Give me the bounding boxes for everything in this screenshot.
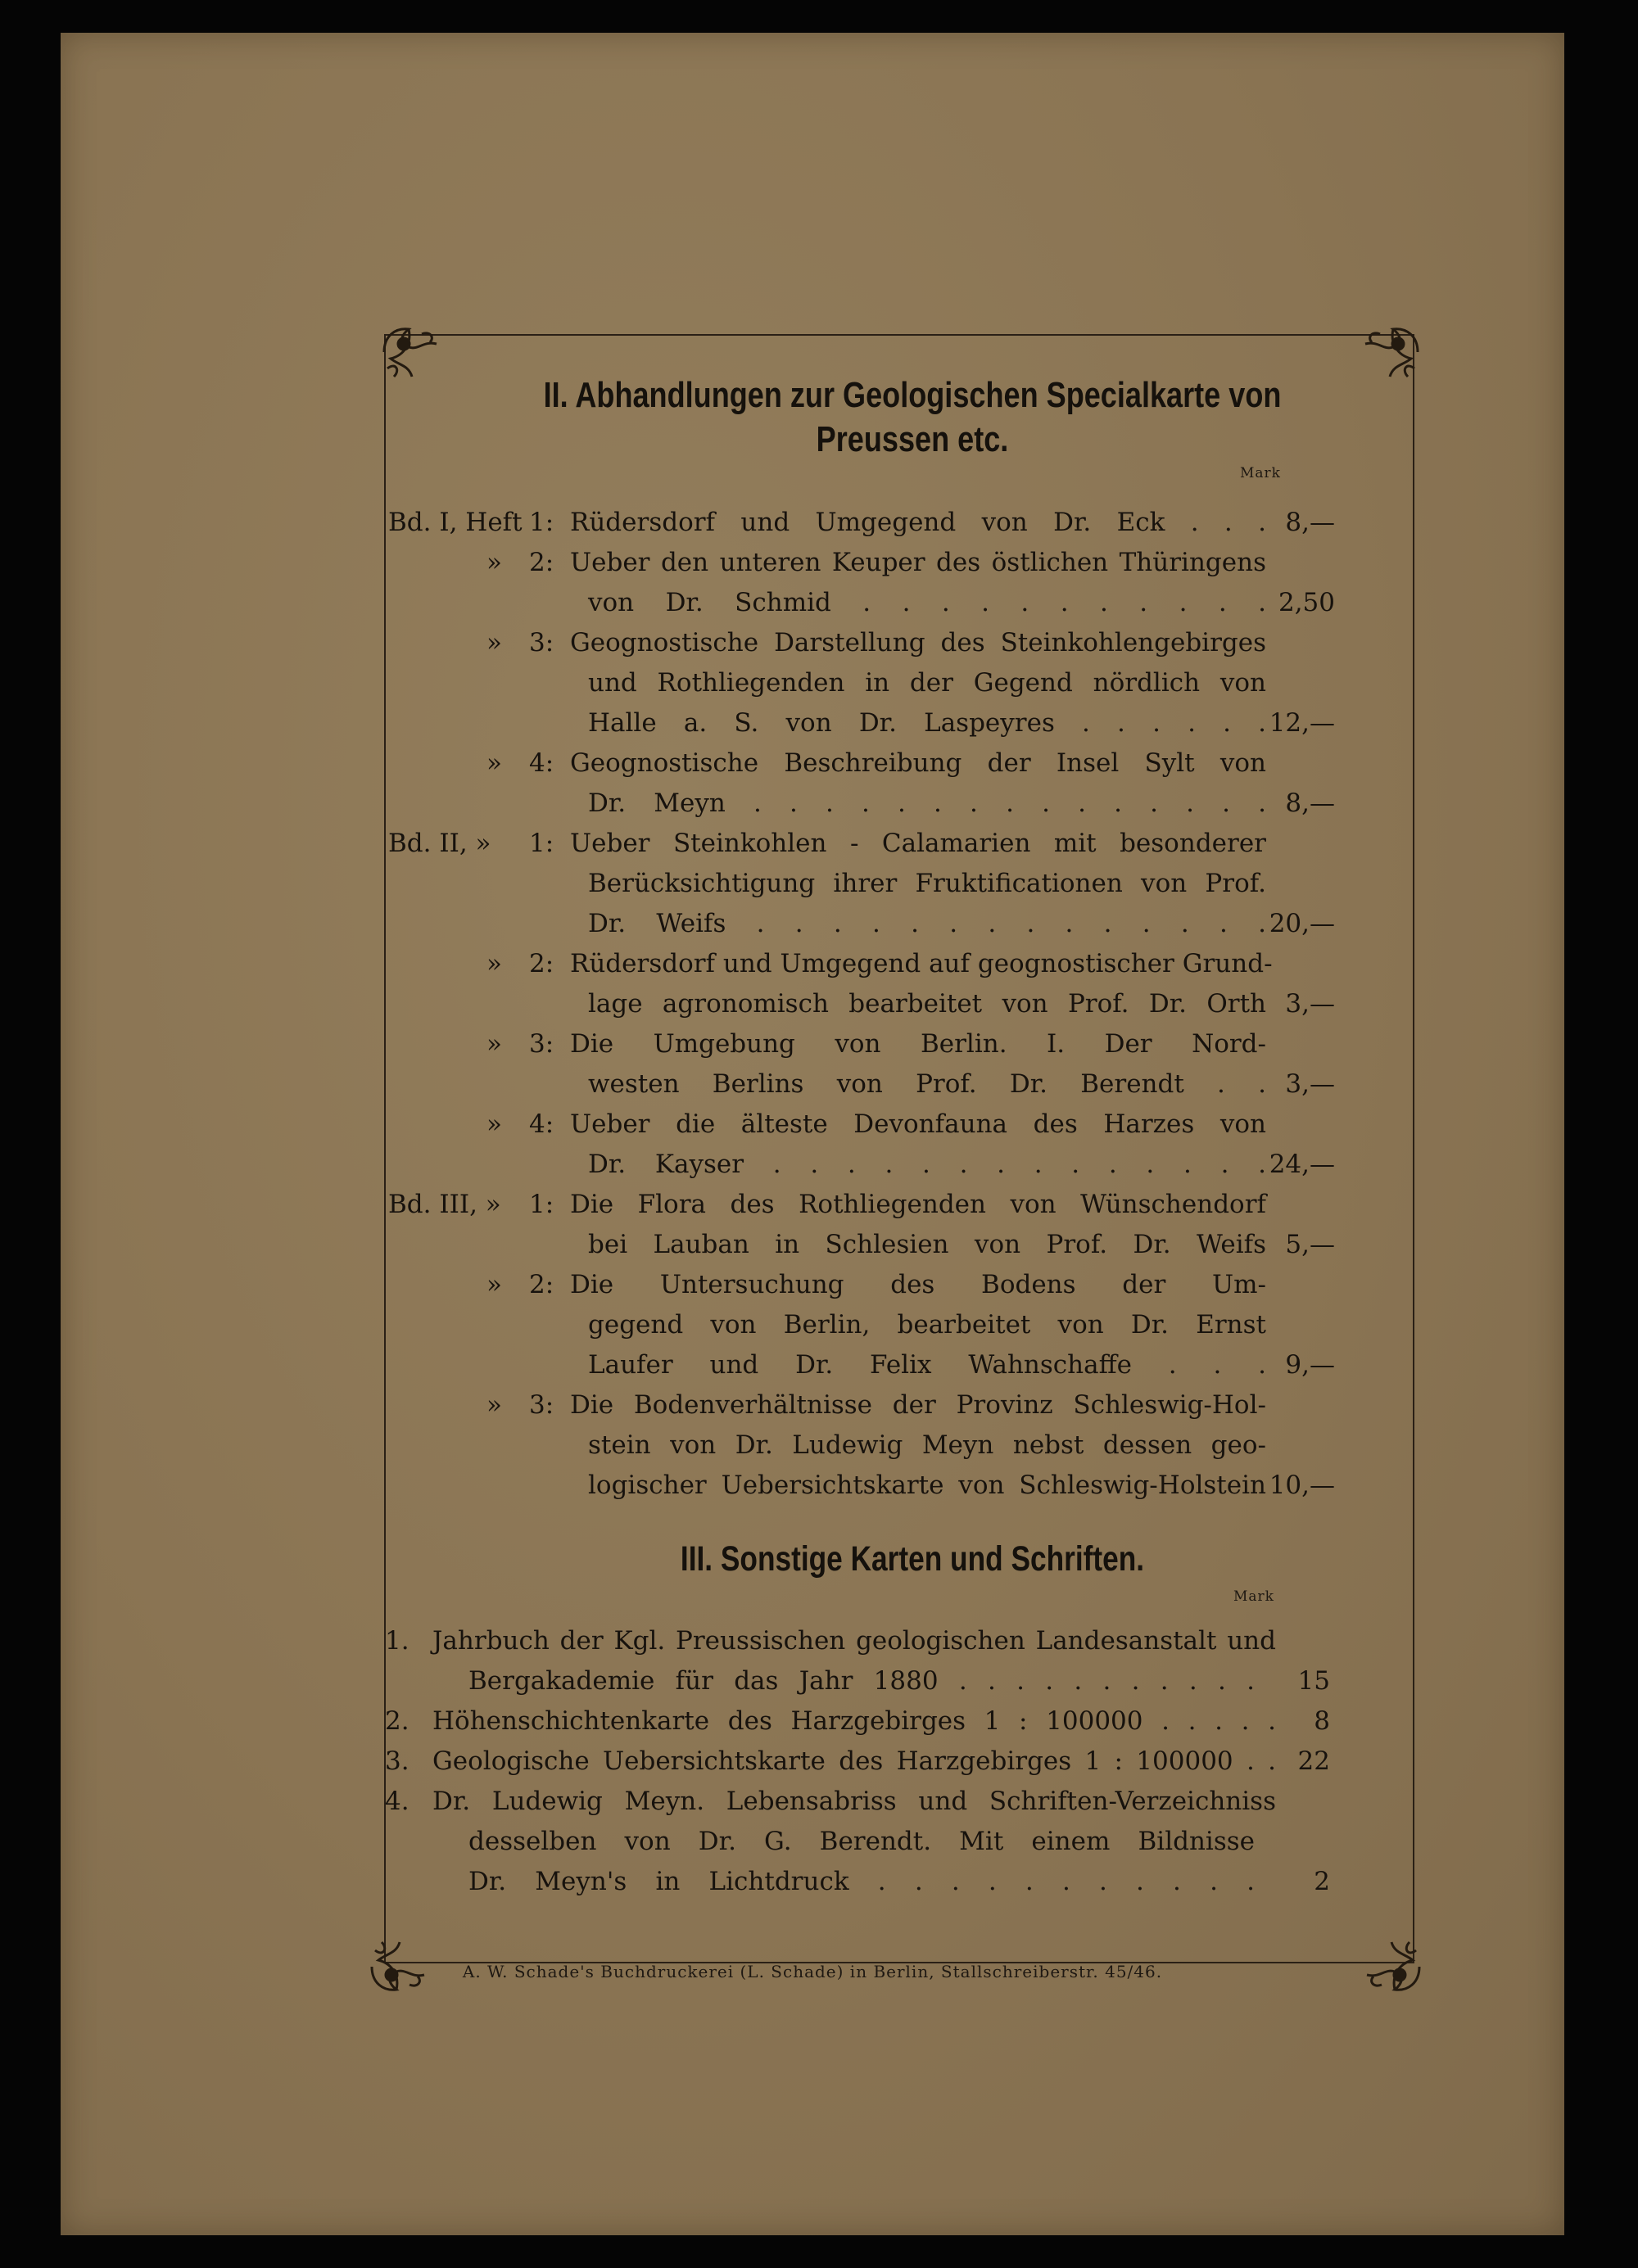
- entry-text-line: Laufer und Dr. Felix Wahnschaffe . . .: [588, 1350, 1266, 1380]
- entry-text-line: Ueber den unteren Keuper des östlichen Thüringens: [570, 548, 1266, 577]
- section-3-mark-label: Mark: [1233, 1588, 1274, 1605]
- entry-text-line: Dr. Meyn . . . . . . . . . . . . . . .: [588, 788, 1266, 818]
- price-value: 8: [1314, 1706, 1330, 1736]
- heft-number: 1:: [529, 1190, 554, 1219]
- entry-text-line: Die Untersuchung des Bodens der Um-: [570, 1270, 1266, 1299]
- entry-text-line: Berücksichtigung ihrer Fruktificationen von Prof.: [588, 869, 1266, 898]
- volume-label: »: [486, 628, 502, 657]
- item-text-line: Bergakademie für das Jahr 1880 . . . . . . . . . . .: [468, 1666, 1255, 1696]
- item-text-line: desselben von Dr. G. Berendt. Mit einem Bildnisse: [468, 1827, 1255, 1856]
- price-value: 2: [1314, 1867, 1330, 1896]
- entry-text-line: Die Umgebung von Berlin. I. Der Nord-: [570, 1029, 1266, 1059]
- item-number: 4.: [385, 1787, 410, 1816]
- back-cover-page: [61, 33, 1564, 2235]
- price-value: 3,—: [1285, 989, 1335, 1019]
- section-2-title-line-2: Preussen etc.: [816, 419, 1009, 459]
- entry-text-line: Halle a. S. von Dr. Laspeyres . . . . . .: [588, 708, 1266, 738]
- entry-text-line: gegend von Berlin, bearbeitet von Dr. Ernst: [588, 1310, 1266, 1340]
- price-value: 5,—: [1285, 1230, 1335, 1259]
- entry-text-line: Rüdersdorf und Umgegend auf geognostischer Grund-: [570, 949, 1273, 978]
- entry-text-line: Geognostische Beschreibung der Insel Sylt von: [570, 748, 1266, 778]
- corner-ornament-icon: [1357, 319, 1426, 388]
- corner-ornament-icon: [376, 319, 445, 388]
- price-value: 20,—: [1269, 909, 1335, 938]
- entry-text-line: lage agronomisch bearbeitet von Prof. Dr. Orth: [588, 989, 1266, 1019]
- item-number: 2.: [385, 1706, 410, 1736]
- volume-label: Bd. III, »: [388, 1190, 501, 1219]
- price-value: 22: [1297, 1746, 1330, 1776]
- printer-imprint: A. W. Schade's Buchdruckerei (L. Schade) in Berlin, Stallschreiberstr. 45/46.: [462, 1962, 1163, 1981]
- price-value: 3,—: [1285, 1069, 1335, 1099]
- price-value: 2,50: [1278, 588, 1335, 617]
- heft-number: 3:: [529, 628, 554, 657]
- section-2-title-line-1: II. Abhandlungen zur Geologischen Specialkarte von: [543, 375, 1282, 415]
- entry-text-line: und Rothliegenden in der Gegend nördlich von: [588, 668, 1266, 698]
- price-value: 8,—: [1285, 508, 1335, 537]
- entry-text-line: Geognostische Darstellung des Steinkohlengebirges: [570, 628, 1266, 657]
- heft-number: 3:: [529, 1390, 554, 1420]
- entry-text-line: Ueber die älteste Devonfauna des Harzes von: [570, 1109, 1266, 1139]
- price-value: 8,—: [1285, 788, 1335, 818]
- section-2-mark-label: Mark: [1240, 465, 1281, 481]
- price-value: 15: [1297, 1666, 1330, 1696]
- item-number: 3.: [385, 1746, 410, 1776]
- heft-number: 4:: [529, 748, 554, 778]
- section-3-title: III. Sonstige Karten und Schriften.: [680, 1539, 1145, 1579]
- entry-text-line: stein von Dr. Ludewig Meyn nebst dessen geo-: [588, 1430, 1266, 1460]
- item-text-line: Dr. Meyn's in Lichtdruck . . . . . . . . . . .: [468, 1867, 1255, 1896]
- volume-label: Bd. I, Heft: [388, 508, 523, 537]
- entry-text-line: Die Flora des Rothliegenden von Wünschendorf: [570, 1190, 1266, 1219]
- volume-label: »: [486, 949, 502, 978]
- heft-number: 1:: [529, 508, 554, 537]
- price-value: 9,—: [1285, 1350, 1335, 1380]
- entry-text-line: westen Berlins von Prof. Dr. Berendt . .: [588, 1069, 1266, 1099]
- heft-number: 2:: [529, 949, 554, 978]
- volume-label: »: [486, 1270, 502, 1299]
- heft-number: 1:: [529, 829, 554, 858]
- volume-label: »: [486, 1390, 502, 1420]
- entry-text-line: Rüdersdorf und Umgegend von Dr. Eck . . .: [570, 508, 1266, 537]
- volume-label: »: [486, 1109, 502, 1139]
- volume-label: »: [486, 748, 502, 778]
- item-text-line: Dr. Ludewig Meyn. Lebensabriss und Schriften-Verzeichniss: [432, 1787, 1276, 1816]
- entry-text-line: Dr. Weifs . . . . . . . . . . . . . .: [588, 909, 1266, 938]
- entry-text-line: von Dr. Schmid . . . . . . . . . . .: [588, 588, 1266, 617]
- price-value: 12,—: [1269, 708, 1335, 738]
- heft-number: 2:: [529, 1270, 554, 1299]
- item-text-line: Jahrbuch der Kgl. Preussischen geologischen Landesanstalt und: [432, 1626, 1276, 1656]
- price-value: 10,—: [1269, 1471, 1335, 1500]
- heft-number: 3:: [529, 1029, 554, 1059]
- heft-number: 4:: [529, 1109, 554, 1139]
- item-text-line: Höhenschichtenkarte des Harzgebirges 1 : 100000 . . . . .: [432, 1706, 1276, 1736]
- entry-text-line: Die Bodenverhältnisse der Provinz Schleswig-Hol-: [570, 1390, 1266, 1420]
- volume-label: »: [486, 1029, 502, 1059]
- entry-text-line: Dr. Kayser . . . . . . . . . . . . . .: [588, 1150, 1266, 1179]
- item-number: 1.: [385, 1626, 410, 1656]
- entry-text-line: bei Lauban in Schlesien von Prof. Dr. Weifs: [588, 1230, 1266, 1259]
- item-text-line: Geologische Uebersichtskarte des Harzgebirges 1 : 100000 . .: [432, 1746, 1276, 1776]
- volume-label: Bd. II, »: [388, 829, 491, 858]
- entry-text-line: Ueber Steinkohlen - Calamarien mit besonderer: [570, 829, 1266, 858]
- volume-label: »: [486, 548, 502, 577]
- entry-text-line: logischer Uebersichtskarte von Schleswig-Holstein: [588, 1471, 1266, 1500]
- heft-number: 2:: [529, 548, 554, 577]
- price-value: 24,—: [1269, 1150, 1335, 1179]
